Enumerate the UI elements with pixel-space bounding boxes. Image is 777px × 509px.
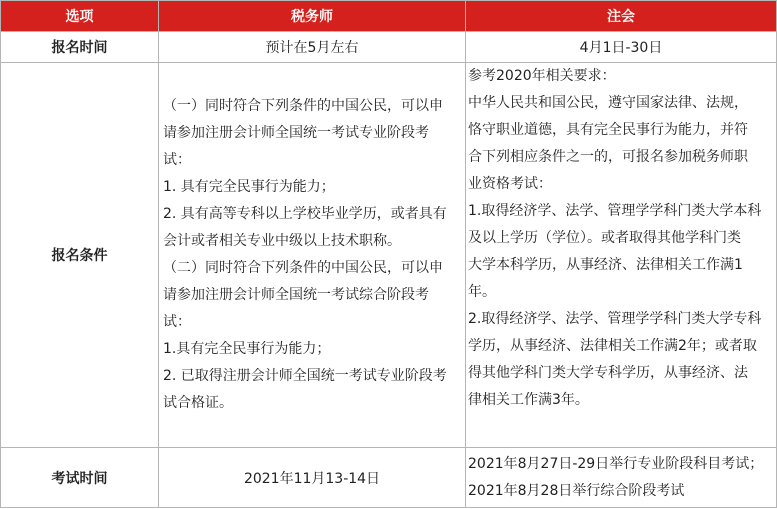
registration-time-row [1,32,777,63]
exam-time-label: 考试时间 [1,448,159,508]
conditions-tax-line: 1. 具有完全民事行为能力； [163,179,335,195]
conditions-tax-line: 试： [163,314,191,330]
conditions-cpa-line: 参考2020年相关要求： [468,68,616,84]
conditions-cpa-line: 业资格考试： [468,176,552,192]
conditions-tax [159,63,466,448]
conditions-row [1,63,777,448]
exam-time-row [1,448,777,508]
registration-time-tax: 预计在5月左右 [159,32,466,63]
exam-time-cpa-line: 2021年8月27日-29日举行专业阶段科目考试； [468,455,764,472]
conditions-tax-line: 试： [163,152,191,168]
conditions-tax-line: 请参加注册会计师全国统一考试专业阶段考 [163,125,429,141]
conditions-cpa-line: 大学本科学历，从事经济、法律相关工作满1 [468,257,743,273]
conditions-label: 报名条件 [1,63,159,448]
conditions-cpa-line: 合下列相应条件之一的，可报名参加税务师职 [468,149,748,165]
conditions-tax-line: 2. 已取得注册会计师全国统一考试专业阶段考 [163,368,447,384]
header-tax-agent: 税务师 [159,1,466,32]
conditions-tax-line: （一）同时符合下列条件的中国公民，可以申 [163,98,443,114]
conditions-cpa [466,63,777,448]
exam-time-cpa-line: 2021年8月28日举行综合阶段考试 [468,482,685,499]
header-cpa: 注会 [466,1,777,32]
exam-time-tax: 2021年11月13-14日 [159,448,466,508]
conditions-cpa-line: 学历，从事经济、法律相关工作满2年；或者取 [468,338,757,354]
header-option: 选项 [1,1,159,32]
header-row [1,1,777,32]
registration-time-label: 报名时间 [1,32,159,63]
conditions-tax-line: （二）同时符合下列条件的中国公民，可以申 [163,260,443,276]
conditions-cpa-line: 及以上学历（学位）。或者取得其他学科门类 [468,230,741,246]
exam-time-cpa [466,448,777,508]
conditions-cpa-line: 得其他学科门类大学专科学历，从事经济、法 [468,365,748,381]
conditions-cpa-line: 中华人民共和国公民，遵守国家法律、法规， [468,95,748,111]
conditions-tax-line: 请参加注册会计师全国统一考试综合阶段考 [163,287,429,303]
conditions-cpa-line: 2.取得经济学、法学、管理学学科门类大学专科 [468,311,762,327]
conditions-tax-line: 2. 具有高等专科以上学校毕业学历，或者具有 [163,206,447,222]
registration-time-cpa: 4月1日-30日 [466,32,777,63]
conditions-cpa-line: 1.取得经济学、法学、管理学学科门类大学本科 [468,203,762,219]
conditions-tax-line: 试合格证。 [163,395,233,411]
conditions-tax-line: 会计或者相关专业中级以上技术职称。 [163,233,401,249]
conditions-tax-line: 1.具有完全民事行为能力； [163,341,331,357]
conditions-cpa-line: 律相关工作满3年。 [468,392,589,408]
conditions-cpa-line: 恪守职业道德，具有完全民事行为能力，并符 [468,122,748,138]
conditions-cpa-line: 年。 [468,284,496,300]
